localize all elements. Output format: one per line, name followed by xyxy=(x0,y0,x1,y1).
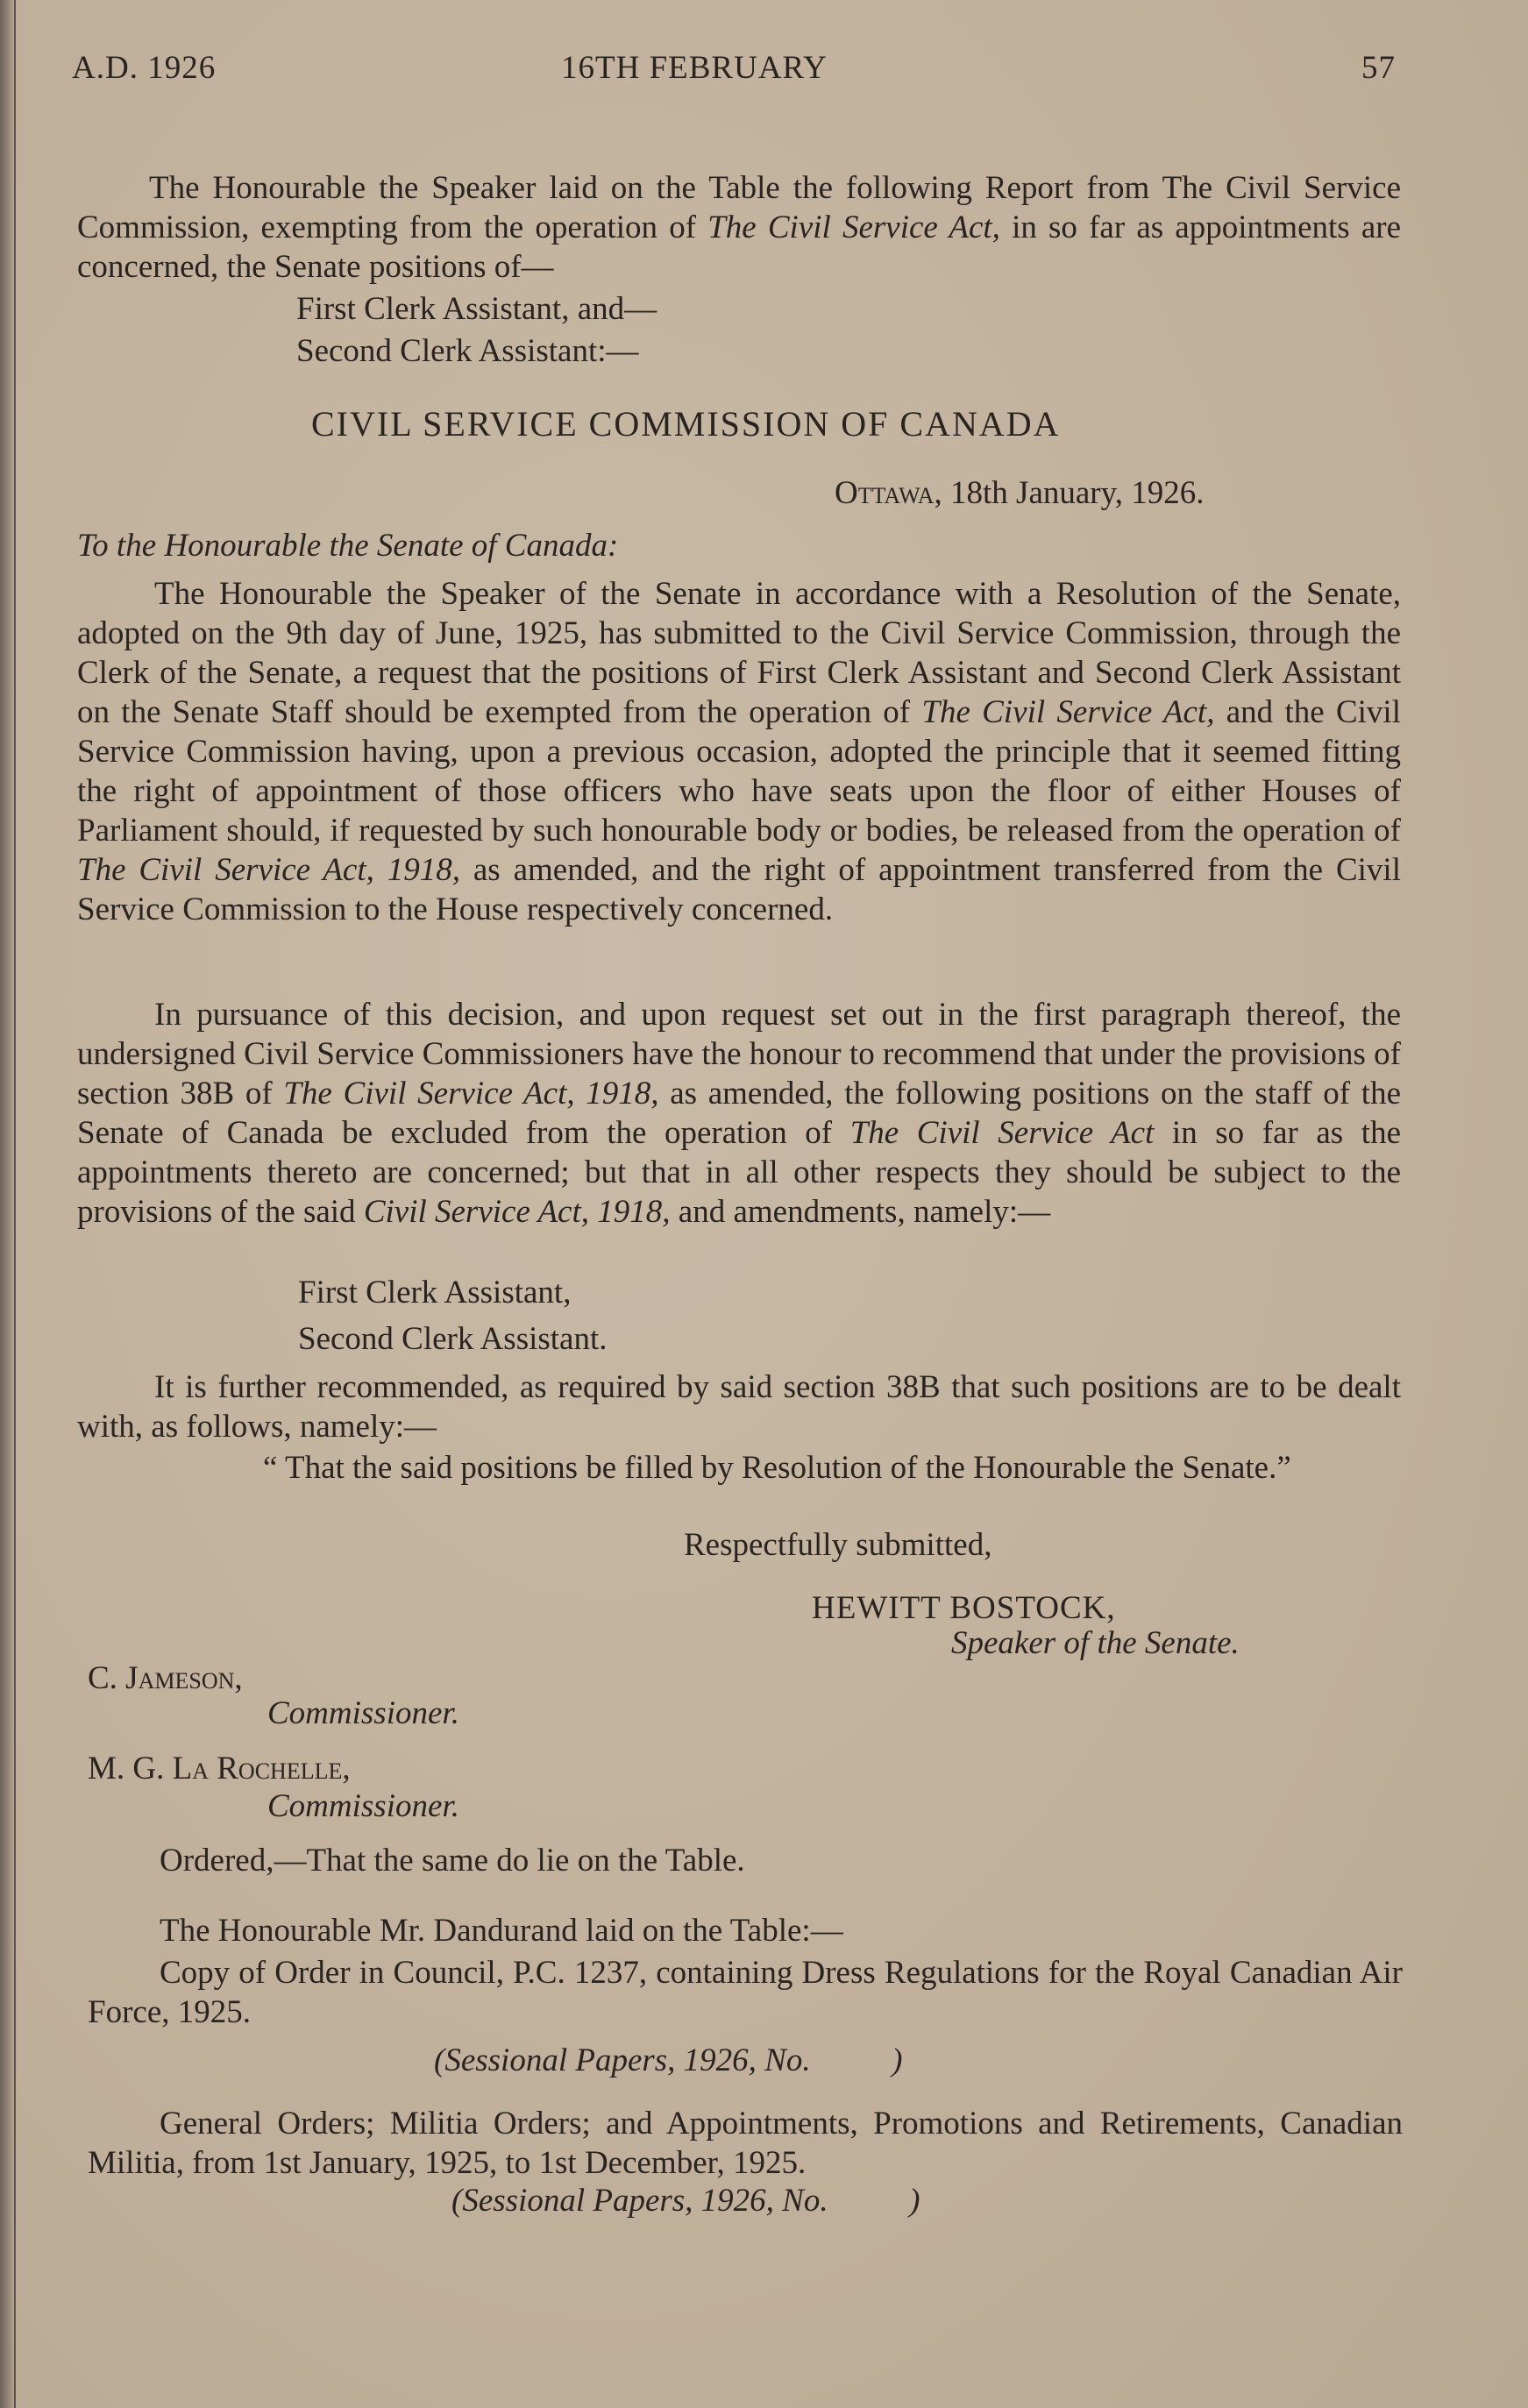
dateline-place: Ottawa, xyxy=(835,475,942,511)
commissioner-1-title: Commissioner. xyxy=(267,1695,459,1731)
header-date: 16TH FEBRUARY xyxy=(561,50,828,86)
intro-position-2: Second Clerk Assistant:— xyxy=(296,333,639,369)
header-page-number: 57 xyxy=(1361,50,1396,86)
dandurand-item-1: Copy of Order in Council, P.C. 1237, containing Dress Regulations for the Royal Canadian Air Force, 1925. xyxy=(88,1955,1403,2030)
commissioner-2-title: Commissioner. xyxy=(267,1788,459,1824)
signer-title: Speaker of the Senate. xyxy=(951,1625,1240,1661)
para2-text-a: In pursuance of this decision, and upon request set out in the first paragraph thereof, the undersigned Civil Service Commissioners have the honour to recommend that under the provisions of section 38B of xyxy=(77,997,1401,1112)
report-paragraph-2 xyxy=(77,995,1401,1232)
para1-text-c: as amended, and the right of appointment transferred from the Civil Service Commission to the House respectively concerned. xyxy=(77,852,1401,927)
report-position-1: First Clerk Assistant, xyxy=(298,1275,572,1311)
report-position-2: Second Clerk Assistant. xyxy=(298,1321,608,1357)
para2-act-italic-2: The Civil Service Act xyxy=(849,1115,1155,1151)
para1-act-italic-1: The Civil Service Act, xyxy=(921,694,1215,730)
intro-paragraph xyxy=(77,168,1401,287)
commissioner-1-name: C. Jameson, xyxy=(88,1660,243,1696)
dandurand-item-2: General Orders; Militia Orders; and Appointments, Promotions and Retirements, Canadian Militia, from 1st January, 1925, to 1st December, 1925. xyxy=(88,2106,1403,2181)
report-dateline xyxy=(835,473,1204,513)
dandurand-intro: The Honourable Mr. Dandurand laid on the Table:— xyxy=(160,1913,843,1949)
dateline-date: 18th January, 1926. xyxy=(942,475,1205,511)
para2-text-b: as amended, the following positions on the staff of the Senate of Canada be excluded from the operation of xyxy=(77,1076,1401,1151)
ordered-line: Ordered,—That the same do lie on the Table. xyxy=(160,1843,745,1879)
para2-act-italic-3: Civil Service Act, 1918, xyxy=(363,1194,671,1230)
report-paragraph-3: It is further recommended, as required by said section 38B that such positions are to be dealt with, as follows, namely:— xyxy=(77,1369,1401,1445)
para1-text-a: The Honourable the Speaker of the Senate in accordance with a Resolution of the Senate, adopted on the 9th day of June, 1925, has submitted to the Civil Service Commission, through the Clerk of the Senate, a request that the positions of First Clerk Assistant and Second Clerk Assistant on the Senate Staff should be exempted from the operation of xyxy=(77,576,1401,730)
dandurand-item-1-ref: (Sessional Papers, 1926, No. ) xyxy=(434,2042,903,2078)
intro-position-1: First Clerk Assistant, and— xyxy=(296,291,657,327)
intro-text-end: in so far as appointments are concerned, the Senate positions of— xyxy=(77,210,1402,285)
page-edge-line xyxy=(14,0,16,2408)
intro-text-a: The Honourable the Speaker laid on the Table the following Report from The Civil Service Commission, exempting from the operation of xyxy=(77,170,1401,245)
report-quote: “ That the said positions be filled by Resolution of the Honourable the Senate.” xyxy=(263,1450,1291,1486)
para2-act-italic-1: The Civil Service Act, 1918, xyxy=(283,1076,659,1112)
para1-text-b: and the Civil Service Commission having, upon a previous occasion, adopted the principle that it seemed fitting the right of appointment of those officers who have seats upon the floor of either Houses of Parliament should, if requested by such honourable body or bodies, be released from the operation of xyxy=(77,694,1401,849)
para2-text-c: in so far as the appointments thereto are concerned; but that in all other respects they should be subject to the provisions of the said xyxy=(77,1115,1401,1230)
report-heading: CIVIL SERVICE COMMISSION OF CANADA xyxy=(311,404,1061,444)
signer-name: HEWITT BOSTOCK, xyxy=(812,1590,1116,1626)
commissioner-2-name: M. G. La Rochelle, xyxy=(88,1751,351,1786)
header-year: A.D. 1926 xyxy=(72,50,217,86)
intro-act-italic: The Civil Service Act, xyxy=(707,210,1000,245)
report-closing: Respectfully submitted, xyxy=(684,1527,992,1563)
report-salutation: To the Honourable the Senate of Canada: xyxy=(77,528,619,564)
para1-act-italic-2: The Civil Service Act, 1918, xyxy=(77,852,460,888)
dandurand-item-2-ref: (Sessional Papers, 1926, No. ) xyxy=(451,2183,920,2219)
report-paragraph-1 xyxy=(77,574,1401,929)
para2-text-d: and amendments, namely:— xyxy=(670,1194,1051,1230)
